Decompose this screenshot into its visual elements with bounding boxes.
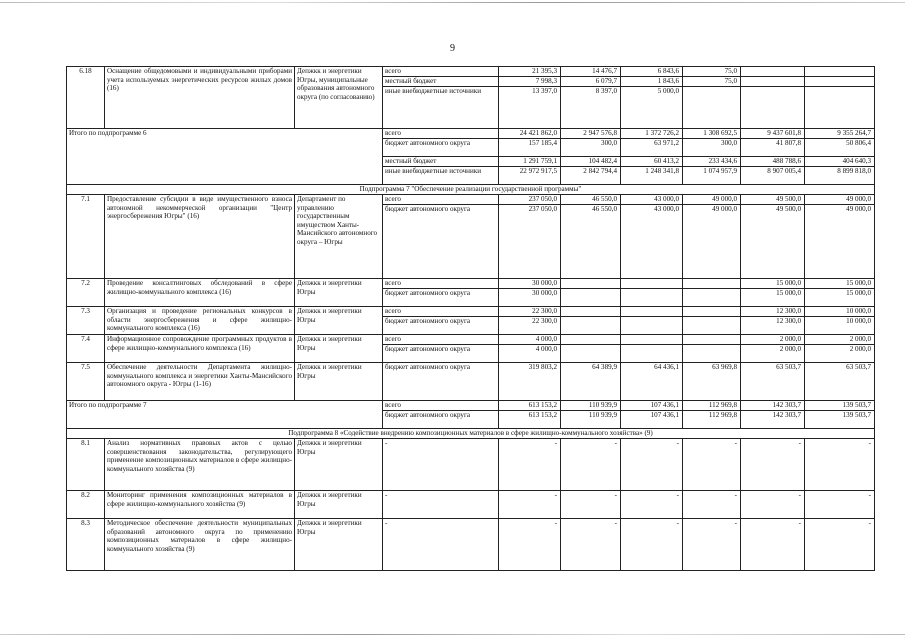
amount-cell: 10 000,0 — [805, 307, 875, 317]
amount-cell: - — [499, 491, 561, 519]
amount-cell: - — [683, 519, 741, 571]
item-number: 7.3 — [67, 307, 105, 335]
amount-cell: 237 050,0 — [499, 195, 561, 205]
executor: Депжкк и энергетики Югры, муниципальные образования автономного округа (по согласованию) — [295, 67, 383, 129]
funding-source: бюджет автономного округа — [383, 139, 499, 157]
amount-cell: 488 788,6 — [741, 157, 805, 167]
amount-cell: 21 395,3 — [499, 67, 561, 77]
scan-edge-bottom — [0, 634, 905, 635]
amount-cell: 112 969,8 — [683, 411, 741, 429]
amount-cell: 1 074 957,9 — [683, 167, 741, 185]
table-row — [67, 195, 875, 205]
amount-cell: - — [683, 439, 741, 491]
item-number: 8.1 — [67, 439, 105, 491]
amount-cell — [805, 77, 875, 87]
amount-cell — [805, 87, 875, 129]
funding-source: местный бюджет — [383, 77, 499, 87]
executor: Депжкк и энергетики Югры — [295, 439, 383, 491]
funding-source: всего — [383, 335, 499, 345]
amount-cell: 2 947 576,8 — [561, 129, 621, 139]
amount-cell: 7 998,3 — [499, 77, 561, 87]
section-title: Подпрограмма 8 «Содействие внедрению композиционных материалов в сфере жилищно-коммунального хозяйства» (9) — [67, 429, 875, 439]
table-row — [67, 279, 875, 289]
funding-source: бюджет автономного округа — [383, 345, 499, 363]
amount-cell: 1 843,6 — [621, 77, 683, 87]
amount-cell: 22 972 917,5 — [499, 167, 561, 185]
item-number: 7.2 — [67, 279, 105, 307]
amount-cell: 1 308 692,5 — [683, 129, 741, 139]
amount-cell: 300,0 — [683, 139, 741, 157]
amount-cell: 139 503,7 — [805, 411, 875, 429]
amount-cell — [561, 317, 621, 335]
amount-cell: - — [805, 491, 875, 519]
amount-cell: 4 000,0 — [499, 335, 561, 345]
item-number: 8.3 — [67, 519, 105, 571]
table-row — [67, 491, 875, 519]
amount-cell: 110 939,9 — [561, 401, 621, 411]
amount-cell — [621, 317, 683, 335]
amount-cell: 2 000,0 — [805, 335, 875, 345]
executor: Депжкк и энергетики Югры — [295, 307, 383, 335]
item-description: Обеспечение деятельности Департамента жилищно-коммунального комплекса и энергетики Ханты-Мансийского автономного округа - Югры (1-16) — [105, 363, 295, 401]
amount-cell: - — [741, 519, 805, 571]
item-description: Анализ нормативных правовых актов с целью совершенствования законодательства, регулирующего применение композиционных материалов в сфере жилищно-коммунального хозяйства (9) — [105, 439, 295, 491]
amount-cell: 41 807,8 — [741, 139, 805, 157]
amount-cell: 50 806,4 — [805, 139, 875, 157]
item-number: 7.4 — [67, 335, 105, 363]
amount-cell — [621, 289, 683, 307]
scan-edge-top — [0, 2, 905, 3]
amount-cell: 49 000,0 — [805, 195, 875, 205]
amount-cell — [621, 279, 683, 289]
amount-cell: - — [741, 439, 805, 491]
amount-cell: 75,0 — [683, 77, 741, 87]
amount-cell: 2 000,0 — [741, 335, 805, 345]
item-number: 8.2 — [67, 491, 105, 519]
table-row — [67, 519, 875, 571]
amount-cell — [621, 345, 683, 363]
amount-cell: 63 503,7 — [741, 363, 805, 401]
amount-cell: 64 436,1 — [621, 363, 683, 401]
amount-cell — [621, 307, 683, 317]
amount-cell: - — [499, 519, 561, 571]
amount-cell: 6 079,7 — [561, 77, 621, 87]
amount-cell — [683, 335, 741, 345]
amount-cell: 22 300,0 — [499, 307, 561, 317]
item-number: 7.1 — [67, 195, 105, 279]
amount-cell — [683, 87, 741, 129]
subtotal-row — [67, 129, 875, 139]
funding-source: иные внебюджетные источники — [383, 87, 499, 129]
funding-source: - — [383, 491, 499, 519]
amount-cell: 49 000,0 — [683, 205, 741, 279]
funding-source: бюджет автономного округа — [383, 289, 499, 307]
item-description: Методическое обеспечение деятельности муниципальных образований автономного округа по применению композиционных материалов в сфере жилищно-коммунального хозяйства (9) — [105, 519, 295, 571]
amount-cell: 9 355 264,7 — [805, 129, 875, 139]
table-row — [67, 363, 875, 401]
section-header-row — [67, 185, 875, 195]
amount-cell: 30 000,0 — [499, 289, 561, 307]
amount-cell: 142 303,7 — [741, 401, 805, 411]
amount-cell: 49 500,0 — [741, 205, 805, 279]
executor: Депжкк и энергетики Югры — [295, 491, 383, 519]
item-description: Проведение консалтинговых обследований в сфере жилищно-коммунального комплекса (16) — [105, 279, 295, 307]
amount-cell: 5 000,0 — [621, 87, 683, 129]
amount-cell — [683, 289, 741, 307]
funding-source: бюджет автономного округа — [383, 363, 499, 401]
amount-cell: 8 397,0 — [561, 87, 621, 129]
amount-cell: 2 000,0 — [805, 345, 875, 363]
amount-cell: - — [805, 519, 875, 571]
amount-cell: 10 000,0 — [805, 317, 875, 335]
amount-cell: 49 000,0 — [805, 205, 875, 279]
amount-cell: 319 803,2 — [499, 363, 561, 401]
executor: Депжкк и энергетики Югры — [295, 519, 383, 571]
section-header-row — [67, 429, 875, 439]
amount-cell: 15 000,0 — [741, 279, 805, 289]
amount-cell — [741, 67, 805, 77]
amount-cell: 613 153,2 — [499, 401, 561, 411]
amount-cell: 233 434,6 — [683, 157, 741, 167]
amount-cell: 30 000,0 — [499, 279, 561, 289]
amount-cell: 8 907 005,4 — [741, 167, 805, 185]
amount-cell: 112 969,8 — [683, 401, 741, 411]
amount-cell: 4 000,0 — [499, 345, 561, 363]
amount-cell: - — [805, 439, 875, 491]
amount-cell — [561, 289, 621, 307]
funding-source: всего — [383, 401, 499, 411]
amount-cell: 110 939,9 — [561, 411, 621, 429]
amount-cell: 139 503,7 — [805, 401, 875, 411]
funding-source: всего — [383, 129, 499, 139]
table-row — [67, 307, 875, 317]
amount-cell — [683, 317, 741, 335]
amount-cell: 300,0 — [561, 139, 621, 157]
amount-cell: 43 000,0 — [621, 195, 683, 205]
amount-cell: 12 300,0 — [741, 307, 805, 317]
amount-cell — [561, 335, 621, 345]
funding-source: - — [383, 439, 499, 491]
amount-cell: 15 000,0 — [741, 289, 805, 307]
funding-source: всего — [383, 67, 499, 77]
executor: Депжкк и энергетики Югры — [295, 335, 383, 363]
amount-cell — [561, 279, 621, 289]
amount-cell: - — [621, 519, 683, 571]
amount-cell — [561, 345, 621, 363]
amount-cell: 142 303,7 — [741, 411, 805, 429]
amount-cell: - — [683, 491, 741, 519]
amount-cell: 8 899 818,0 — [805, 167, 875, 185]
funding-source: местный бюджет — [383, 157, 499, 167]
amount-cell: 15 000,0 — [805, 279, 875, 289]
amount-cell: 237 050,0 — [499, 205, 561, 279]
funding-source: всего — [383, 195, 499, 205]
amount-cell: - — [499, 439, 561, 491]
amount-cell: 104 482,4 — [561, 157, 621, 167]
amount-cell: - — [561, 519, 621, 571]
amount-cell: 157 185,4 — [499, 139, 561, 157]
item-description: Мониторинг применения композиционных материалов в сфере жилищно-коммунального хозяйства (9) — [105, 491, 295, 519]
amount-cell: 22 300,0 — [499, 317, 561, 335]
amount-cell: 63 503,7 — [805, 363, 875, 401]
amount-cell — [683, 307, 741, 317]
budget-table — [66, 66, 875, 571]
amount-cell — [621, 335, 683, 345]
subtotal-label: Итого по подпрограмме 7 — [67, 401, 383, 429]
table-row — [67, 67, 875, 77]
subtotal-row — [67, 401, 875, 411]
amount-cell: 14 476,7 — [561, 67, 621, 77]
amount-cell: 43 000,0 — [621, 205, 683, 279]
funding-source: иные внебюджетные источники — [383, 167, 499, 185]
amount-cell: 15 000,0 — [805, 289, 875, 307]
amount-cell: 49 500,0 — [741, 195, 805, 205]
amount-cell: 63 969,8 — [683, 363, 741, 401]
amount-cell: 6 843,6 — [621, 67, 683, 77]
amount-cell: 1 372 726,2 — [621, 129, 683, 139]
amount-cell — [741, 77, 805, 87]
amount-cell: 12 300,0 — [741, 317, 805, 335]
amount-cell: 404 640,3 — [805, 157, 875, 167]
amount-cell: 613 153,2 — [499, 411, 561, 429]
table-row — [67, 335, 875, 345]
executor: Депжкк и энергетики Югры — [295, 363, 383, 401]
amount-cell — [741, 87, 805, 129]
amount-cell: 1 248 341,8 — [621, 167, 683, 185]
amount-cell: - — [561, 491, 621, 519]
amount-cell: 64 389,9 — [561, 363, 621, 401]
amount-cell: - — [741, 491, 805, 519]
item-description: Организация и проведение региональных конкурсов в области энергосбережения и сфере жилищно-коммунального комплекса (16) — [105, 307, 295, 335]
item-number: 7.5 — [67, 363, 105, 401]
subtotal-label: Итого по подпрограмме 6 — [67, 129, 383, 185]
amount-cell — [683, 279, 741, 289]
funding-source: всего — [383, 307, 499, 317]
amount-cell: 60 413,2 — [621, 157, 683, 167]
amount-cell: 75,0 — [683, 67, 741, 77]
executor: Департамент по управлению государственным имуществом Ханты-Мансийского автономного округа – Югры — [295, 195, 383, 279]
funding-source: всего — [383, 279, 499, 289]
amount-cell — [805, 67, 875, 77]
table-row — [67, 439, 875, 491]
funding-source: - — [383, 519, 499, 571]
page-number: 9 — [450, 43, 455, 54]
funding-source: бюджет автономного округа — [383, 411, 499, 429]
section-title: Подпрограмма 7 "Обеспечение реализации государственной программы" — [67, 185, 875, 195]
amount-cell: 63 971,2 — [621, 139, 683, 157]
amount-cell: - — [561, 439, 621, 491]
amount-cell: 9 437 601,8 — [741, 129, 805, 139]
amount-cell: 2 842 794,4 — [561, 167, 621, 185]
funding-source: бюджет автономного округа — [383, 317, 499, 335]
amount-cell: 46 550,0 — [561, 205, 621, 279]
amount-cell: 1 291 759,1 — [499, 157, 561, 167]
amount-cell: - — [621, 439, 683, 491]
amount-cell: 13 397,0 — [499, 87, 561, 129]
amount-cell: 46 550,0 — [561, 195, 621, 205]
amount-cell: 49 000,0 — [683, 195, 741, 205]
amount-cell: 2 000,0 — [741, 345, 805, 363]
executor: Депжкк и энергетики Югры — [295, 279, 383, 307]
amount-cell — [683, 345, 741, 363]
amount-cell: 107 436,1 — [621, 411, 683, 429]
amount-cell: 107 436,1 — [621, 401, 683, 411]
item-number: 6.18 — [67, 67, 105, 129]
amount-cell — [561, 307, 621, 317]
amount-cell: - — [621, 491, 683, 519]
amount-cell: 24 421 862,0 — [499, 129, 561, 139]
item-description: Предоставление субсидии в виде имущественного взноса автономной некоммерческой организации "Центр энергосбережения Югры" (16) — [105, 195, 295, 279]
item-description: Оснащение общедомовыми и индивидуальными приборами учета используемых энергетических ресурсов жилых домов (16) — [105, 67, 295, 129]
item-description: Информационное сопровождение программных продуктов в сфере жилищно-коммунального комплекса (16) — [105, 335, 295, 363]
funding-source: бюджет автономного округа — [383, 205, 499, 279]
table-body — [67, 67, 875, 571]
